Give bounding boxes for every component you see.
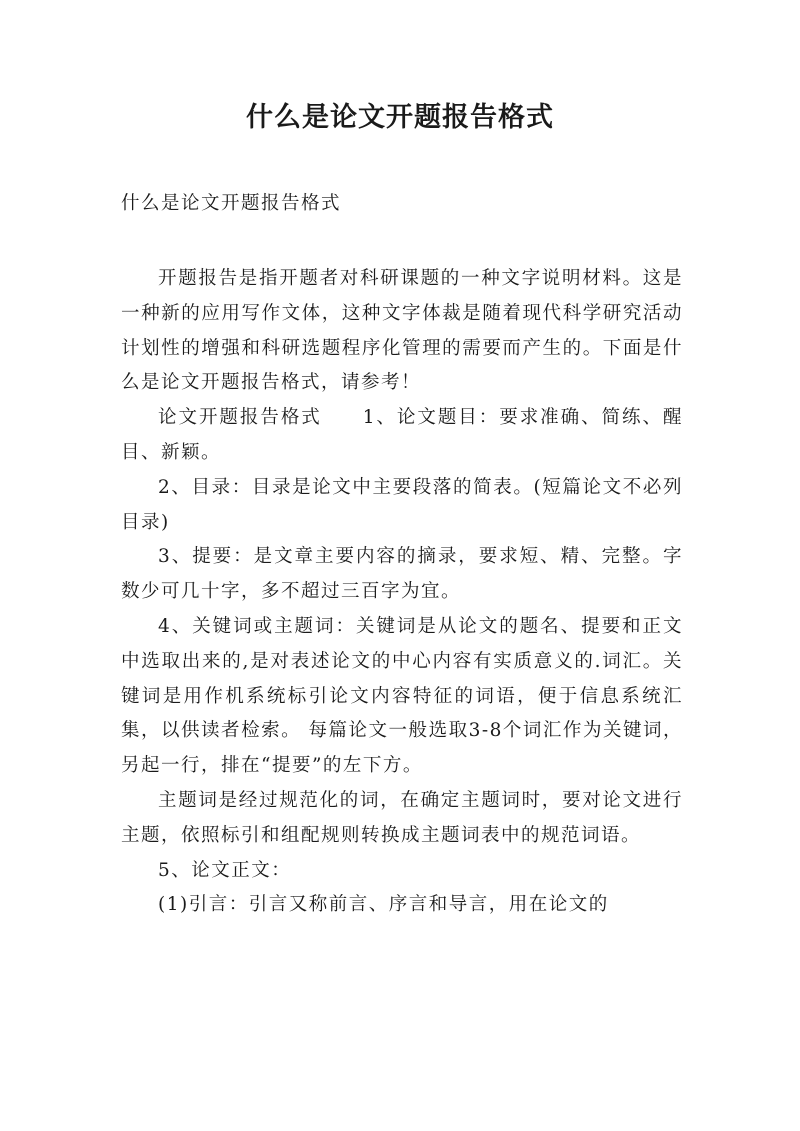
paragraph-subject-words: 主题词是经过规范化的词，在确定主题词时，要对论文进行主题，依照标引和组配规则转换成主题词表中的规范词语。	[121, 789, 683, 846]
paragraph-format-title: 论文开题报告格式 1、论文题目：要求准确、简练、醒目、新颖。	[121, 407, 683, 463]
document-title: 什么是论文开题报告格式	[246, 102, 554, 133]
document-body	[121, 262, 683, 923]
paragraph-intro: 开题报告是指开题者对科研课题的一种文字说明材料。这是一种新的应用写作文体，这种文字体裁是随着现代科学研究活动计划性的增强和科研选题程序化管理的需要而产生的。下面是什么是论文开题报告格式，请参考！	[121, 268, 683, 394]
paragraph-keywords: 4、关键词或主题词：关键词是从论文的题名、提要和正文中选取出来的,是对表述论文的中心内容有实质意义的.词汇。关键词是用作机系统标引论文内容特征的词语，便于信息系统汇集，以供读者检索。 每篇论文一般选取3-8个词汇作为关键词，另起一行，排在“提要”的左下方。	[121, 615, 683, 777]
paragraph-abstract: 3、提要：是文章主要内容的摘录，要求短、精、完整。字数少可几十字，多不超过三百字为宜。	[121, 546, 683, 603]
paragraph-contents: 2、目录：目录是论文中主要段落的简表。(短篇论文不必列目录)	[121, 476, 683, 533]
paragraph-introduction: (1)引言：引言又称前言、序言和导言，用在论文的	[158, 894, 609, 916]
document-subtitle: 什么是论文开题报告格式	[121, 193, 342, 214]
paragraph-body-heading: 5、论文正文：	[158, 859, 292, 881]
